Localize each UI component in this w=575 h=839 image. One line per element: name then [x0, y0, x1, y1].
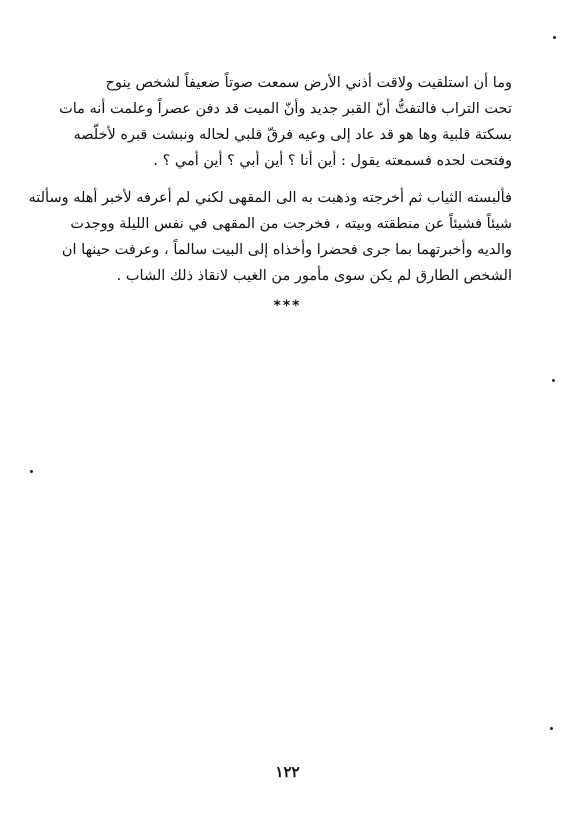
paragraph-2-line: فألبسته الثياب ثم أخرجته وذهبت به الى المقهى لكني لم أعرفه لأخبر أهله وسألته — [28, 190, 512, 206]
page-number: ١٢٢ — [275, 763, 300, 781]
paragraph-2-line: الشخص الطارق لم يكن سوى مأمور من الغيب لانقاذ ذلك الشاب . — [116, 268, 512, 284]
paragraph-1-line: وما أن استلقيت ولاقت أذني الأرض سمعت صوتاً ضعيفاً لشخص ينوح — [105, 75, 512, 91]
paragraph-1-line: وفتحت لحده فسمعته يقول : أين أنا ؟ أين أبي ؟ أين أمي ؟ . — [153, 153, 512, 169]
scan-speck — [550, 727, 553, 730]
scan-speck — [553, 36, 556, 39]
scan-speck — [30, 470, 33, 473]
paragraph-2 — [28, 185, 512, 289]
paragraph-2-line: شيئاً فشيئاً عن منطقته وبيته ، فخرجت من المقهى في نفس الليلة ووجدت — [70, 216, 512, 232]
paragraph-1 — [59, 70, 512, 174]
paragraph-2-line: والديه وأخبرتهما بما جرى فحضرا وأخذاه إلى البيت سالماً ، وعرفت حينها ان — [61, 242, 512, 258]
paragraph-1-line: بسكتة قلبية وها هو قد عاد إلى وعيه فرقّ قلبي لحاله ونبشت قبره لأخلّصه — [73, 127, 512, 143]
paragraph-1-line: تحت التراب فالتفتُّ أنّ القبر جديد وأنّ الميت قد دفن عصراً وعلمت أنه مات — [59, 101, 512, 117]
scan-speck — [552, 379, 555, 382]
section-separator: *** — [273, 298, 302, 314]
